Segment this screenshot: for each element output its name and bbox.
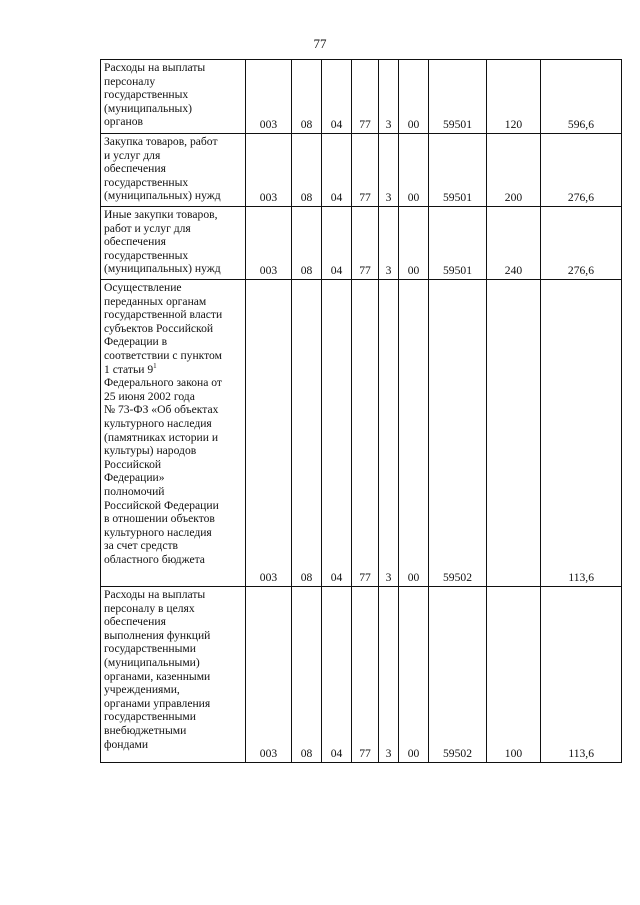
table-row	[101, 280, 622, 587]
amount: 276,6	[541, 134, 622, 207]
expense-name-part: Осуществление переданных органам государственной власти субъектов Российской Федерации в соответствии с пунктом 1 статьи 9	[104, 281, 223, 376]
target-article-program: 77	[352, 60, 379, 134]
target-article-subprogram: 3	[379, 587, 399, 763]
subsection-code: 04	[322, 587, 352, 763]
target-article-program: 77	[352, 280, 379, 587]
amount: 276,6	[541, 207, 622, 280]
table-row	[101, 134, 622, 207]
target-article-subprogram: 3	[379, 207, 399, 280]
target-article-code: 59501	[429, 134, 487, 207]
target-article-code: 59502	[429, 280, 487, 587]
section-code: 08	[292, 60, 322, 134]
expense-name: Иные закупки товаров, работ и услуг для обеспечения государственных (муниципальных) нужд	[101, 207, 246, 280]
table-row	[101, 587, 622, 763]
expense-name: Расходы на выплаты персоналу государственных (муниципальных) органов	[101, 60, 246, 134]
section-code: 08	[292, 134, 322, 207]
expense-type-code: 200	[487, 134, 541, 207]
target-article-group: 00	[399, 280, 429, 587]
section-code: 08	[292, 280, 322, 587]
subsection-code: 04	[322, 280, 352, 587]
expense-type-code: 120	[487, 60, 541, 134]
target-article-code: 59502	[429, 587, 487, 763]
expense-name: Расходы на выплаты персоналу в целях обеспечения выполнения функций государственными (муниципальными) органами, казенными учреждениями, органами управления государственными внебюджетными фондами	[101, 587, 246, 763]
expense-name: Закупка товаров, работ и услуг для обеспечения государственных (муниципальных) нужд	[101, 134, 246, 207]
expense-name-part: Федерального закона от 25 июня 2002 года № 73-ФЗ «Об объектах культурного наследия (памятниках истории и культуры) народов Российской Федерации» полномочий Российской Федерации в отношении объектов культурного наследия за счет средств областного бюджета	[104, 376, 223, 566]
expense-type-code: 240	[487, 207, 541, 280]
amount: 113,6	[541, 280, 622, 587]
expense-type-code	[487, 280, 541, 587]
ministry-code: 003	[246, 60, 292, 134]
target-article-program: 77	[352, 134, 379, 207]
ministry-code: 003	[246, 134, 292, 207]
subsection-code: 04	[322, 134, 352, 207]
target-article-subprogram: 3	[379, 280, 399, 587]
ministry-code: 003	[246, 280, 292, 587]
subsection-code: 04	[322, 207, 352, 280]
target-article-code: 59501	[429, 60, 487, 134]
target-article-group: 00	[399, 134, 429, 207]
table-row	[101, 60, 622, 134]
target-article-subprogram: 3	[379, 134, 399, 207]
target-article-program: 77	[352, 587, 379, 763]
expense-name	[101, 280, 246, 587]
target-article-program: 77	[352, 207, 379, 280]
table-row	[101, 207, 622, 280]
target-article-group: 00	[399, 587, 429, 763]
target-article-group: 00	[399, 207, 429, 280]
budget-table	[100, 59, 622, 763]
ministry-code: 003	[246, 587, 292, 763]
section-code: 08	[292, 207, 322, 280]
page-number: 77	[313, 36, 327, 51]
article-superscript: 1	[153, 361, 157, 370]
target-article-group: 00	[399, 60, 429, 134]
ministry-code: 003	[246, 207, 292, 280]
subsection-code: 04	[322, 60, 352, 134]
target-article-subprogram: 3	[379, 60, 399, 134]
target-article-code: 59501	[429, 207, 487, 280]
amount: 113,6	[541, 587, 622, 763]
section-code: 08	[292, 587, 322, 763]
expense-type-code: 100	[487, 587, 541, 763]
amount: 596,6	[541, 60, 622, 134]
